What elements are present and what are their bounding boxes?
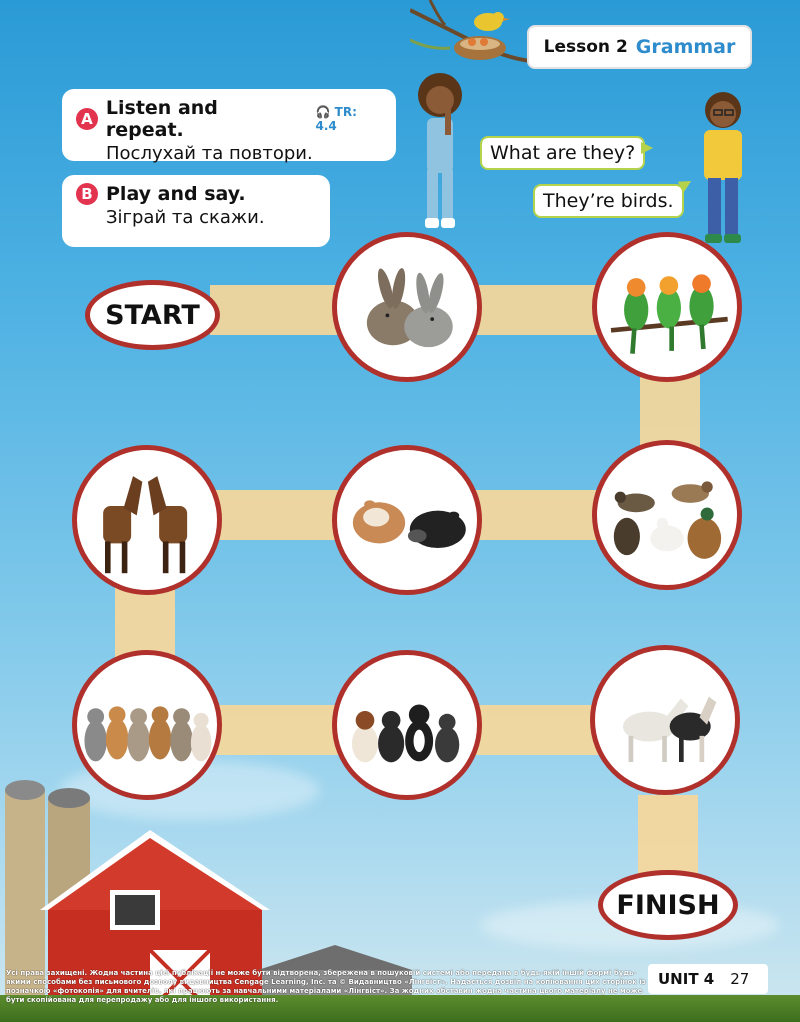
goats-image xyxy=(595,650,735,790)
square-cows[interactable] xyxy=(332,445,482,595)
lesson-header xyxy=(527,25,752,69)
square-ducks[interactable] xyxy=(592,440,742,590)
page-number: 27 xyxy=(730,970,750,988)
ducks-image xyxy=(597,445,737,585)
horses-image xyxy=(77,450,217,590)
rabbits-image xyxy=(337,237,477,377)
cows-image xyxy=(337,450,477,590)
instruction-a-english: Listen and repeat. xyxy=(105,97,218,141)
instruction-a xyxy=(62,89,396,164)
start-space[interactable]: START xyxy=(85,280,220,350)
birds-image xyxy=(597,237,737,377)
audio-track-label: TR: 4.4 xyxy=(315,105,357,133)
board-path xyxy=(638,795,698,875)
unit-label: UNIT 4 xyxy=(648,970,724,988)
badge-b: B xyxy=(76,183,98,205)
instruction-a-ukrainian: Послухай та повтори. xyxy=(106,143,313,164)
finish-space[interactable]: FINISH xyxy=(598,870,738,940)
instruction-b xyxy=(62,175,330,247)
lesson-label: Lesson 2 xyxy=(543,37,628,57)
instruction-b-ukrainian: Зіграй та скажи. xyxy=(106,207,265,228)
answer-bubble: They’re birds. xyxy=(533,184,684,218)
girl-illustration xyxy=(405,70,475,240)
audio-track-link[interactable] xyxy=(316,105,383,133)
square-goats[interactable] xyxy=(590,645,740,795)
page-footer xyxy=(648,964,768,994)
instruction-b-english: Play and say. xyxy=(106,183,246,205)
badge-a: A xyxy=(76,108,98,130)
square-birds[interactable] xyxy=(592,232,742,382)
lesson-topic: Grammar xyxy=(635,36,736,58)
headphones-icon: 🎧 xyxy=(315,105,331,119)
square-horses[interactable] xyxy=(72,445,222,595)
bird-nest-illustration xyxy=(410,0,540,80)
boy-illustration xyxy=(692,88,754,248)
square-rabbits[interactable] xyxy=(332,232,482,382)
question-bubble: What are they? xyxy=(480,136,645,170)
copyright-notice: Усі права захищені. Жодна частина цієї публікації не може бути відтворена, збережена в пошуковій системі або передана в будь-якій іншій формі будь-якими способами без письмового дозволу видавництва Cengage Learning, Inc. та © Видавництво «Лінгвіст». Надається дозвіл на копіювання цих сторінок із позначкою «фотокопія» для вчителів, які працюють за навчальними матеріалами «Лінгвіст». За жодних обставин жодна частина цього матеріалу не може бути скопійована для перепродажу або для іншого використання. xyxy=(6,969,646,1004)
